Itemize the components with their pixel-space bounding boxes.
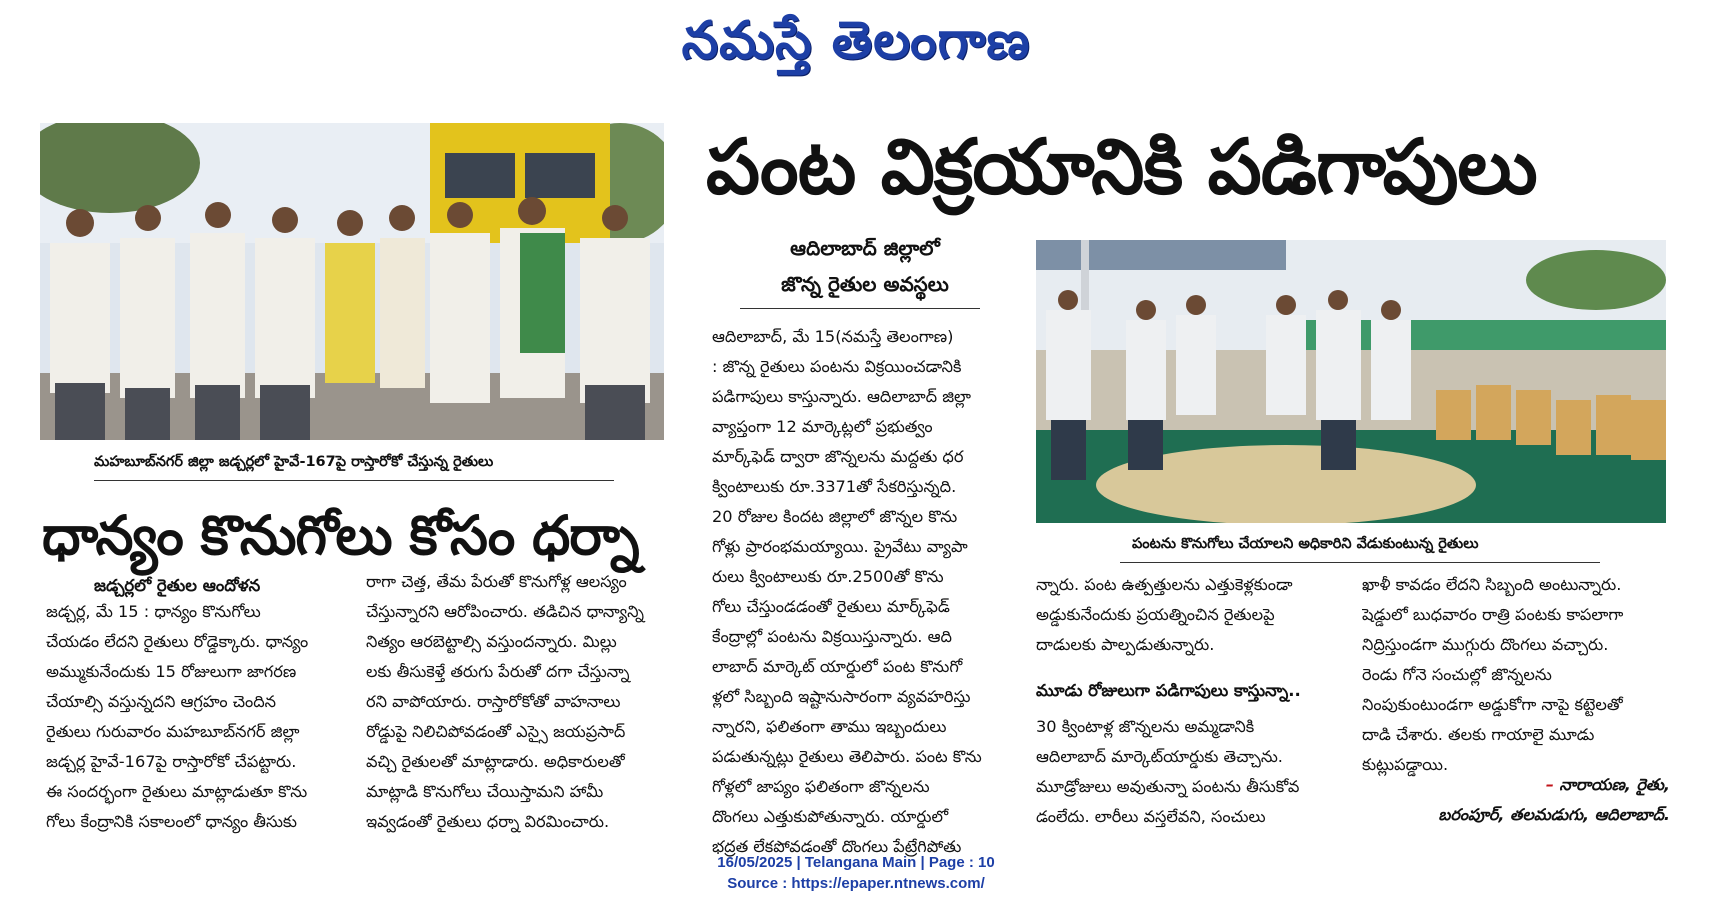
text-line: నింపుకుంటుండగా అడ్డుకోగా నాపై కట్టెలతో	[1362, 695, 1623, 714]
left-story-column-1	[46, 597, 342, 837]
text-line: పడిగాపులు కాస్తున్నారు. ఆదిలాబాద్ జిల్లా	[712, 387, 972, 406]
newspaper-logo: నమస్తే తెలంగాణ	[681, 10, 1031, 71]
main-story-column-1	[712, 322, 1008, 862]
text-line: గోలు కేంద్రానికి సకాలంలో ధాన్యం తీసుకు	[46, 812, 297, 831]
text-line: ళ్లలో సిబ్బంది ఇష్టానుసారంగా వ్యవహరిస్తు	[712, 687, 971, 706]
text-line: లాబాద్ మార్కెట్ యార్డులో పంట కొనుగో	[712, 657, 963, 676]
text-line: లకు తీసుకెళ్తే తరుగు పేరుతో దగా చేస్తున్నా	[366, 662, 630, 681]
text-line: గోళ్లు ప్రారంభమయ్యాయి. ప్రైవేటు వ్యాపా	[712, 537, 968, 556]
text-line: డంలేదు. లారీలు వస్తలేవని, సంచులు	[1036, 807, 1266, 826]
main-story-column-3	[1362, 570, 1662, 780]
text-line: : జొన్న రైతులు పంటను విక్రయించడానికి	[712, 357, 962, 376]
text-line: దొంగలు ఎత్తుకుపోతున్నారు. యార్డులో	[712, 807, 949, 826]
text-line: ఆదిలాబాద్ మార్కెట్‌యార్డుకు తెచ్చాను.	[1036, 747, 1283, 766]
caption-rule	[94, 480, 614, 481]
main-story-column-2-quote	[1036, 712, 1336, 832]
text-line: రైతులు గురువారం మహబూబ్‌నగర్ జిల్లా	[46, 722, 300, 741]
text-line: భద్రత లేకపోవడంతో దొంగలు పేట్రేగిపోతు	[712, 837, 962, 856]
signature-line	[1360, 770, 1670, 800]
text-line: జడ్చర్ల, మే 15 : ధాన్యం కొనుగోలు	[46, 602, 261, 621]
text-line: రని వాపోయారు. రాస్తారోకోతో వాహనాలు	[366, 692, 621, 711]
text-line: న్నారని, ఫలితంగా తాము ఇబ్బందులు	[712, 717, 947, 736]
text-line: షెడ్డులో బుధవారం రాత్రి పంటకు కాపలాగా	[1362, 605, 1624, 624]
main-subhead-line: ఆదిలాబాద్ జిల్లాలో	[790, 236, 940, 260]
protest-photo	[40, 123, 664, 440]
masthead	[0, 4, 1712, 82]
footer-source-link[interactable]: Source : https://epaper.ntnews.com/	[727, 875, 985, 892]
text-line: గోళ్లలో జాప్యం ఫలితంగా జొన్నలను	[712, 777, 930, 796]
signature-name: నారాయణ, రైతు,	[1559, 775, 1670, 794]
signature-dash: –	[1545, 775, 1554, 794]
main-subhead	[740, 230, 990, 302]
text-line: న్నారు. పంట ఉత్పత్తులను ఎత్తుకెళ్లకుండా	[1036, 575, 1293, 594]
text-line: చేయాల్సి వస్తున్నదని ఆగ్రహం చెందిన	[46, 692, 277, 711]
market-yard-photo-caption: పంటను కొనుగోలు చేయాలని అధికారిని వేడుకుంటున్న రైతులు	[1132, 536, 1479, 552]
text-line: మాట్లాడి కొనుగోలు చేయిస్తామని హామీ	[366, 782, 604, 801]
footer-date-page: 16/05/2025 | Telangana Main | Page : 10	[717, 854, 995, 871]
left-story-column-2	[366, 567, 666, 837]
text-line: దాడి చేశారు. తలకు గాయాలై మూడు	[1362, 725, 1595, 744]
text-line: ఇవ్వడంతో రైతులు ధర్నా విరమించారు.	[366, 812, 610, 831]
text-line: 30 క్వింటాళ్ల జొన్నలను అమ్మడానికి	[1036, 717, 1255, 736]
left-story-headline: ధాన్యం కొనుగోలు కోసం ధర్నా	[42, 504, 639, 567]
text-line: రోడ్డుపై నిలిచిపోవడంతో ఎస్సై జయప్రసాద్	[366, 722, 626, 741]
text-line: ఆదిలాబాద్, మే 15(నమస్తే తెలంగాణ)	[712, 327, 954, 346]
text-line: అమ్ముకునేందుకు 15 రోజులుగా జాగరణ	[46, 662, 297, 681]
left-story-kicker: జడ్చర్లలో రైతుల ఆందోళన	[94, 576, 261, 595]
protest-photo-caption: మహబూబ్‌నగర్ జిల్లా జడ్చర్లలో హైవే-167పై రాస్తారోకో చేస్తున్న రైతులు	[94, 454, 494, 470]
text-line: వ్యాప్తంగా 12 మార్కెట్లలో ప్రభుత్వం	[712, 417, 933, 436]
main-subhead-line: జొన్న రైతుల అవస్థలు	[781, 272, 949, 296]
text-line: వచ్చి రైతులతో మాట్లాడారు. అధికారులతో	[366, 752, 625, 771]
text-line: కేంద్రాల్లో పంటను విక్రయిస్తున్నారు. ఆది	[712, 627, 952, 646]
caption-rule	[1120, 562, 1600, 563]
text-line: ఈ సందర్భంగా రైతులు మాట్లాడుతూ కొను	[46, 782, 308, 801]
text-line: నిత్యం ఆరబెట్టాల్సి వస్తుందన్నారు. మిల్లు	[366, 632, 617, 651]
text-line: కుట్లుపడ్డాయి.	[1362, 755, 1449, 774]
main-headline: పంట విక్రయానికి పడిగాపులు	[706, 122, 1537, 211]
market-yard-photo	[1036, 240, 1666, 523]
page-footer	[0, 852, 1712, 894]
text-line: రులు క్వింటాలుకు రూ.2500తో కొను	[712, 567, 944, 586]
text-line: జడ్చర్ల హైవే-167పై రాస్తారోకో చేపట్టారు.	[46, 752, 297, 771]
subhead-rule	[740, 308, 980, 309]
text-line: నిద్రిస్తుండగా ముగ్గురు దొంగలు వచ్చారు.	[1362, 635, 1609, 654]
text-line: రెండు గోనె సంచుల్లో జొన్నలను	[1362, 665, 1552, 684]
text-line: గోలు చేస్తుండడంతో రైతులు మార్క్‌ఫెడ్	[712, 597, 950, 616]
text-line: దాడులకు పాల్పడుతున్నారు.	[1036, 635, 1215, 654]
main-story-column-2	[1036, 570, 1336, 660]
text-line: క్వింటాలుకు రూ.3371తో సేకరిస్తున్నది.	[712, 477, 957, 496]
text-line: రాగా చెత్త, తేమ పేరుతో కొనుగోళ్ల ఆలస్యం	[366, 572, 627, 591]
quote-kicker: మూడు రోజులుగా పడిగాపులు కాస్తున్నా..	[1036, 681, 1301, 700]
signature-place: బరంపూర్, తలమడుగు, ఆదిలాబాద్.	[1438, 805, 1670, 824]
text-line: చేయడం లేదని రైతులు రోడ్డెక్కారు. ధాన్యం	[46, 632, 309, 651]
quote-signature	[1360, 770, 1670, 830]
text-line: చేస్తున్నారని ఆరోపించారు. తడిచిన ధాన్యాన్ని	[366, 602, 645, 621]
text-line: మార్క్‌ఫెడ్ ద్వారా జొన్నలను మద్దతు ధర	[712, 447, 964, 466]
text-line: 20 రోజుల కిందట జిల్లాలో జొన్నల కొను	[712, 507, 958, 526]
text-line: మూడ్రోజులు అవుతున్నా పంటను తీసుకోవ	[1036, 777, 1300, 796]
text-line: అడ్డుకునేందుకు ప్రయత్నించిన రైతులపై	[1036, 605, 1275, 624]
text-line: పడుతున్నట్లు రైతులు తెలిపారు. పంట కొను	[712, 747, 982, 766]
text-line: ఖాళీ కావడం లేదని సిబ్బంది అంటున్నారు.	[1362, 575, 1622, 594]
